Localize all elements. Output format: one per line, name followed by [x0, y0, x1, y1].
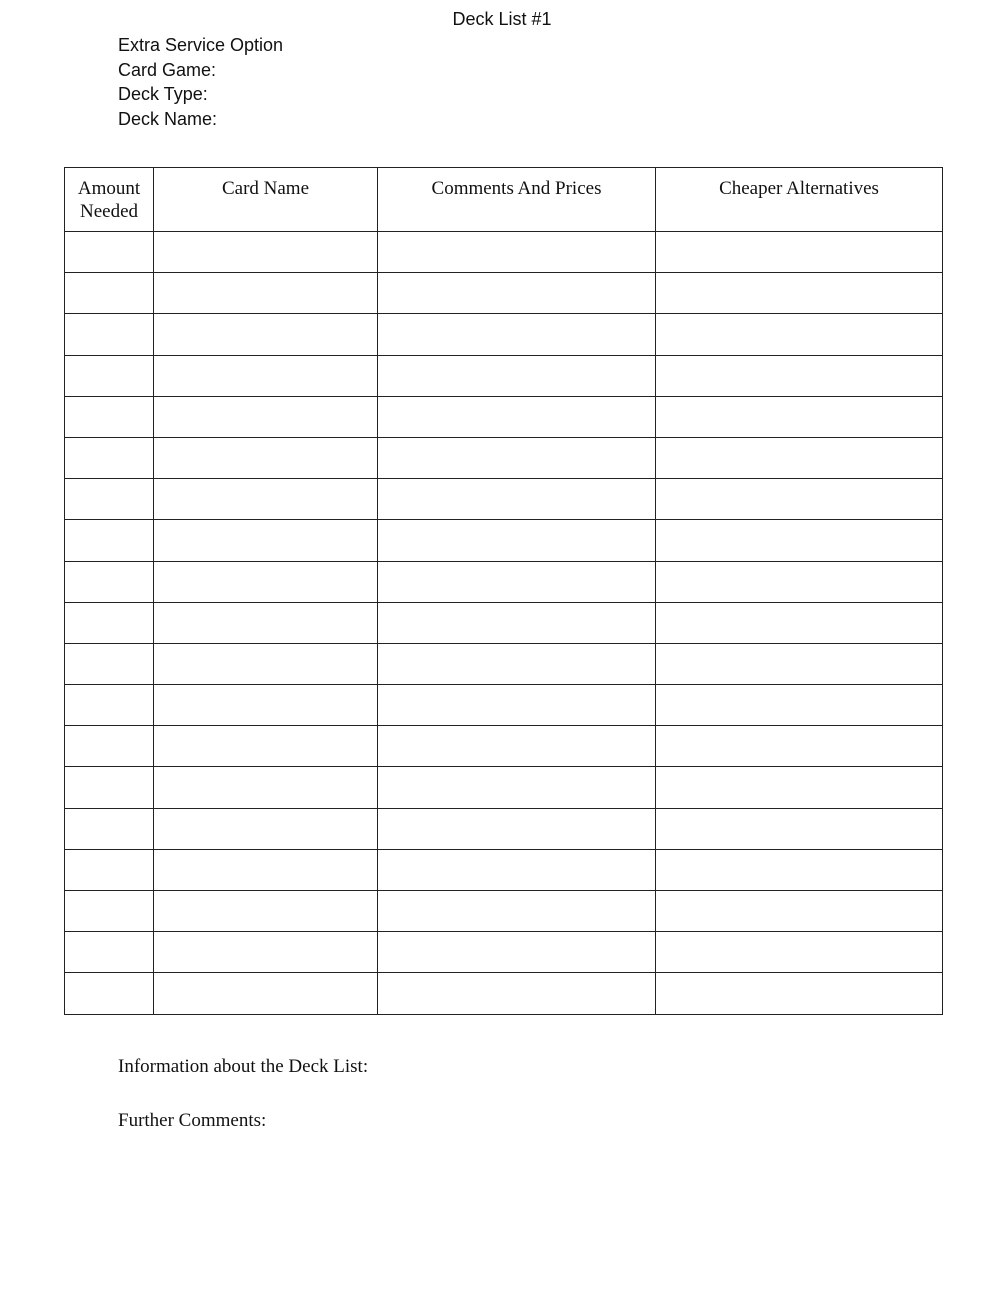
table-cell[interactable]	[656, 232, 943, 273]
table-cell[interactable]	[65, 973, 154, 1014]
table-cell[interactable]	[378, 808, 656, 849]
table-cell[interactable]	[378, 643, 656, 684]
table-row	[65, 643, 943, 684]
table-cell[interactable]	[656, 891, 943, 932]
table-header-row	[65, 168, 943, 232]
table-cell[interactable]	[378, 520, 656, 561]
table-cell[interactable]	[378, 355, 656, 396]
table-cell[interactable]	[656, 479, 943, 520]
table-cell[interactable]	[378, 767, 656, 808]
table-cell[interactable]	[154, 643, 378, 684]
header-fields	[118, 33, 283, 131]
table-cell[interactable]	[378, 437, 656, 478]
table-cell[interactable]	[378, 726, 656, 767]
table-cell[interactable]	[65, 808, 154, 849]
table-cell[interactable]	[378, 479, 656, 520]
service-option-label: Extra Service Option	[118, 35, 284, 55]
table-cell[interactable]	[65, 396, 154, 437]
table-cell[interactable]	[656, 685, 943, 726]
table-cell[interactable]	[656, 643, 943, 684]
table-cell[interactable]	[656, 932, 943, 973]
table-cell[interactable]	[154, 355, 378, 396]
table-cell[interactable]	[65, 726, 154, 767]
table-cell[interactable]	[378, 396, 656, 437]
table-cell[interactable]	[656, 273, 943, 314]
table-cell[interactable]	[656, 973, 943, 1014]
deck-list-info-label: Information about the Deck List:	[118, 1056, 369, 1077]
table-row	[65, 273, 943, 314]
table-cell[interactable]	[656, 437, 943, 478]
table-cell[interactable]	[65, 685, 154, 726]
table-cell[interactable]	[378, 561, 656, 602]
table-cell[interactable]	[65, 355, 154, 396]
table-row	[65, 849, 943, 890]
table-cell[interactable]	[154, 973, 378, 1014]
table-row	[65, 891, 943, 932]
table-body	[65, 232, 943, 1015]
table-cell[interactable]	[154, 520, 378, 561]
table-cell[interactable]	[378, 232, 656, 273]
table-cell[interactable]	[154, 767, 378, 808]
further-comments-label: Further Comments:	[118, 1110, 267, 1131]
table-cell[interactable]	[378, 273, 656, 314]
table-cell[interactable]	[154, 232, 378, 273]
table-row	[65, 808, 943, 849]
column-header-amount-line1: Amount	[77, 178, 141, 199]
table-cell[interactable]	[65, 767, 154, 808]
table-cell[interactable]	[656, 314, 943, 355]
column-header-amount-needed	[65, 168, 154, 232]
table-cell[interactable]	[154, 808, 378, 849]
table-row	[65, 602, 943, 643]
table-cell[interactable]	[378, 849, 656, 890]
table-row	[65, 973, 943, 1014]
table-cell[interactable]	[154, 891, 378, 932]
table-cell[interactable]	[65, 520, 154, 561]
table-cell[interactable]	[656, 396, 943, 437]
table-cell[interactable]	[656, 767, 943, 808]
table-row	[65, 437, 943, 478]
table-cell[interactable]	[65, 479, 154, 520]
table-row	[65, 232, 943, 273]
table-cell[interactable]	[154, 685, 378, 726]
document-title: Deck List #1	[452, 9, 552, 29]
deck-list-table	[64, 167, 943, 1015]
table-cell[interactable]	[656, 602, 943, 643]
table-row	[65, 767, 943, 808]
table-cell[interactable]	[154, 396, 378, 437]
column-header-comments-and-prices: Comments And Prices	[378, 168, 656, 232]
table-cell[interactable]	[154, 849, 378, 890]
table-cell[interactable]	[154, 314, 378, 355]
table-row	[65, 726, 943, 767]
deck-type-label: Deck Type:	[118, 84, 208, 104]
table-cell[interactable]	[656, 849, 943, 890]
table-cell[interactable]	[154, 273, 378, 314]
table-row	[65, 314, 943, 355]
table-cell[interactable]	[65, 437, 154, 478]
table-cell[interactable]	[378, 891, 656, 932]
table-cell[interactable]	[65, 561, 154, 602]
table-cell[interactable]	[65, 314, 154, 355]
table-cell[interactable]	[65, 273, 154, 314]
table-cell[interactable]	[65, 232, 154, 273]
table-cell[interactable]	[154, 437, 378, 478]
table-cell[interactable]	[378, 932, 656, 973]
table-cell[interactable]	[378, 602, 656, 643]
table-cell[interactable]	[656, 808, 943, 849]
table-cell[interactable]	[154, 602, 378, 643]
table-cell[interactable]	[656, 520, 943, 561]
table-cell[interactable]	[378, 314, 656, 355]
deck-name-label: Deck Name:	[118, 108, 218, 129]
table-row	[65, 479, 943, 520]
table-cell[interactable]	[154, 726, 378, 767]
table-cell[interactable]	[65, 643, 154, 684]
table-row	[65, 396, 943, 437]
column-header-amount-line2: Needed	[79, 201, 139, 222]
table-cell[interactable]	[65, 602, 154, 643]
table-cell[interactable]	[154, 561, 378, 602]
column-header-cheaper-alternatives: Cheaper Alternatives	[656, 168, 943, 232]
table-row	[65, 932, 943, 973]
table-cell[interactable]	[65, 891, 154, 932]
table-cell[interactable]	[656, 561, 943, 602]
table-cell[interactable]	[378, 685, 656, 726]
table-cell[interactable]	[65, 849, 154, 890]
table-row	[65, 561, 943, 602]
table-row	[65, 355, 943, 396]
table-cell[interactable]	[65, 932, 154, 973]
table-cell[interactable]	[378, 973, 656, 1014]
table-cell[interactable]	[656, 726, 943, 767]
table-row	[65, 520, 943, 561]
card-game-label: Card Game:	[118, 59, 217, 80]
table-cell[interactable]	[154, 479, 378, 520]
column-header-card-name: Card Name	[154, 168, 378, 232]
table-cell[interactable]	[656, 355, 943, 396]
table-row	[65, 685, 943, 726]
table-cell[interactable]	[154, 932, 378, 973]
